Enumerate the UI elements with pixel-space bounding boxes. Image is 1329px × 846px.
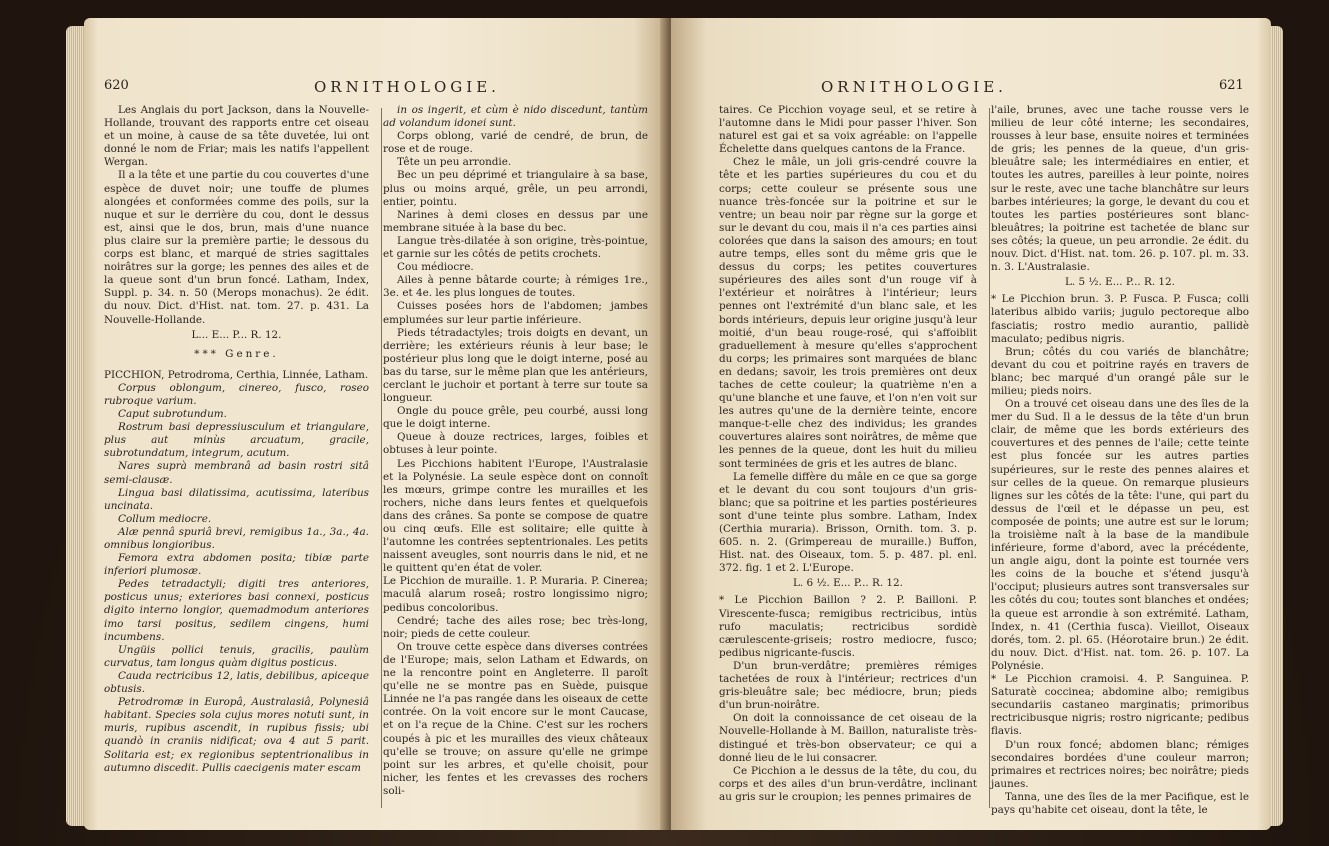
left-running-head: ORNITHOLOGIE. (314, 78, 500, 96)
paragraph: Corps oblong, varié de cendré, de brun, de rose et de rouge. (383, 130, 648, 156)
paragraph: PICCHION, Petrodroma, Certhia, Linnée, Latham. (104, 368, 369, 381)
paragraph: Rostrum basi depressiusculum et triangulare, plus aut minùs arcuatum, gracile, subrotundatum, integrum, acutum. (104, 421, 369, 460)
paragraph: Lingua basi dilatissima, acutissima, lateribus uncinata. (104, 486, 369, 512)
paragraph: Cou médiocre. (397, 261, 474, 274)
right-columns (719, 104, 1249, 817)
paragraph: Pedes tetradactyli; digiti tres anteriores, posticus unus; exteriores basi connexi, posticus digito interno longior, quemadmodum anteriores imo tarsi positus, sedilem cingens, humi incumbens. (104, 578, 369, 643)
paragraph: Cendré; tache des ailes rose; bec très-long, noir; pieds de cette couleur. (383, 614, 648, 640)
paragraph: Collum mediocre. (118, 512, 212, 525)
paragraph: Langue très-dilatée à son origine, très-pointue, et garnie sur les côtés de petits crochets. (383, 234, 648, 261)
right-column-2 (991, 104, 1249, 817)
paragraph: D'un brun-verdâtre; premières rémiges tachetées de roux à l'intérieur; rectrices d'un gris-bleuâtre sale; bec médiocre, brun; pieds d'un brun-noirâtre. (719, 659, 977, 712)
paragraph: in os ingerit, et cùm è nido discedunt, tantùm ad volandum idonei sunt. (383, 104, 648, 130)
paragraph: Ailes à penne bâtarde courte; à rémiges 1re., 3e. et 4e. les plus longues de toutes. (383, 274, 648, 300)
paragraph: Femora extra abdomen posita; tibiæ parte inferiori plumosæ. (104, 552, 369, 578)
paragraph: Pieds tétradactyles; trois doigts en devant, un derrière; les extérieurs réunis à leur base; le postérieur plus long que le doigt interne, posé au bas du tarse, sur le même plan que les antérieurs, cerclant le juchoir et portant à terre sur toute sa longueur. (383, 326, 648, 405)
left-page-edges (66, 26, 86, 826)
left-column-2 (383, 104, 648, 798)
paragraph: Caput subrotundum. (118, 408, 227, 421)
paragraph: Nares suprà membranâ ad basin rostri sitâ semi-clausæ. (104, 460, 369, 486)
paragraph: Ungüis pollici tenuis, gracilis, paulùm curvatus, tam longus quàm digitus posticus. (104, 643, 369, 669)
paragraph: Les Picchions habitent l'Europe, l'Australasie et la Polynésie. La seule espèce dont on connoît les mœurs, grimpe contre les murailles et les rochers, niche dans leurs fentes et quelquefois dans des crânes. Sa ponte se compose de quatre ou cinq œufs. Elle est solitaire; elle quitte à l'automne les contrées septentrionales. Les petits naissent aveugles, sont nourris dans le nid, et ne le quittent qu'en état de voler. (383, 457, 648, 575)
right-column-rule (989, 108, 990, 808)
paragraph: Le Picchion de muraille. 1. P. Muraria. P. Cinerea; maculâ alarum roseâ; rostro longissimo nigro; pedibus concoloribus. (383, 575, 648, 614)
paragraph: L. 5 ½. E... P... R. 12. (1065, 276, 1175, 289)
paragraph: L. 6 ½. E... P... R. 12. (793, 577, 903, 590)
paragraph: *** Genre. (194, 347, 279, 360)
left-column-1 (104, 104, 369, 798)
paragraph: Ce Picchion a le dessus de la tête, du cou, du corps et des ailes d'un brun-verdâtre, inclinant au gris sur le croupion; les pennes primaires de (719, 764, 977, 803)
paragraph: Petrodromæ in Europâ, Australasiâ, Polynesiâ habitant. Species sola cujus mores notuti sunt, in muris, rupibus ascendit, in rupibus fissis; ubi quandò in craniis nidificat; ova 4 aut 5 parit. Solitaria est; ex regionibus septentrionalibus in autumno discedit. Pullis caecigenis mater escam (104, 696, 369, 774)
paragraph: La femelle diffère du mâle en ce que sa gorge et le devant du cou sont toujours d'un gris-blanc; que sa poitrine et les parties postérieures sont d'une teinte plus sombre. Latham, Index (Certhia muraria). Brisson, Ornith. tom. 3. p. 605. n. 2. (Grimpereau de muraille.) Buffon, Hist. nat. des Oiseaux, tom. 5. p. 487. pl. enl. 372. fig. 1 et 2. L'Europe. (719, 470, 977, 575)
paragraph: Cuisses posées hors de l'abdomen; jambes emplumées sur leur partie inférieure. (383, 300, 648, 326)
paragraph: Corpus oblongum, cinereo, fusco, roseo rubroque varium. (104, 381, 369, 407)
paragraph: Ongle du pouce grêle, peu courbé, aussi long que le doigt interne. (383, 405, 648, 431)
left-page (84, 18, 669, 830)
paragraph: Il a la tête et une partie du cou couvertes d'une espèce de duvet noir; une touffe de plumes alongées et conformées comme des poils, sur la nuque et sur le derrière du cou, dont le dessus est, ainsi que le dos, brun, mais d'une nuance plus claire sur la première partie; le dessous du corps est blanc, et marqué de stries sagittales noirâtres sur la gorge; les pennes des ailes et de la queue sont d'un brun foncé. Latham, Index, Suppl. p. 34. n. 50 (Merops monachus). 2e édit. du nouv. Dict. d'Hist. nat. tom. 27. p. 431. La Nouvelle-Hollande. (104, 169, 369, 326)
left-column-rule (381, 108, 382, 808)
paragraph: l'aile, brunes, avec une tache rousse vers le milieu de leur côté interne; les secondaires, rousses à leur base, ensuite noires et terminées de gris; les pennes de la queue, d'un gris-bleuâtre sale; les intermédiaires en entier, et toutes les autres, pareilles à leur pointe, noires sur le reste, avec une tache blanchâtre sur leurs barbes intérieures; la gorge, le devant du cou et toutes les parties postérieures sont blanc-bleuâtres; la poitrine est tachetée de blanc sur ses côtés; la queue, un peu arrondie. 2e édit. du nouv. Dict. d'Hist. nat. tom. 26. p. 107. pl. m. 33. n. 3. L'Australasie. (991, 104, 1249, 274)
left-columns (104, 104, 649, 798)
right-page (671, 18, 1271, 830)
right-page-edges (1269, 26, 1283, 826)
paragraph: Bec un peu déprimé et triangulaire à sa base, plus ou moins arqué, grêle, un peu arrondi, entier, pointu. (383, 169, 648, 208)
paragraph: Alæ pennâ spuriâ brevi, remigibus 1a., 3a., 4a. omnibus longioribus. (104, 525, 369, 551)
paragraph: * Le Picchion cramoisi. 4. P. Sanguinea. P. Saturatè coccinea; abdomine albo; remigibus secundariis castaneo marginatis; primoribus rectricibusque nigris; rostro nigricante; pedibus flavis. (991, 673, 1249, 738)
paragraph: Queue à douze rectrices, larges, foibles et obtuses à leur pointe. (383, 431, 648, 457)
paragraph: D'un roux foncé; abdomen blanc; rémiges secondaires bordées d'une couleur marron; primaires et rectrices noires; bec noirâtre; pieds jaunes. (991, 738, 1249, 790)
paragraph: On trouve cette espèce dans diverses contrées de l'Europe; mais, selon Latham et Edwards, on ne la rencontre point en Angleterre. Il paroît qu'elle ne se montre pas en Suède, puisque Linnée ne l'a pas rangée dans les oiseaux de cette contrée. On la voit encore sur le mont Caucase, et on l'a reçue de la Chine. C'est sur les rochers coupés à pic et les murailles des vieux châteaux qu'elle se trouve; on assure qu'elle ne grimpe point sur les arbres, et qu'elle choisit, pour nicher, les fentes et les crevasses des rochers soli- (383, 640, 648, 797)
right-running-head: ORNITHOLOGIE. (821, 78, 1007, 96)
paragraph: Chez le mâle, un joli gris-cendré couvre la tête et les parties supérieures du cou et du corps; cette couleur se présente sous une nuance très-foncée sur la poitrine et sur le ventre; un beau noir par règne sur la gorge et sur le devant du cou, mais il n'a ces parties ainsi colorées que dans la saison des amours; en tout autre temps, elles sont du même gris que le dessus du corps; les petites couvertures supérieures des ailes sont d'un rouge vif à l'extérieur et noirâtres à l'intérieur; leurs pennes ont l'extrémité d'un blanc sale, et les bords intérieurs, depuis leur origine jusqu'à leur moitié, d'un beau rouge-rosé, qui s'affoiblit graduellement à mesure qu'elles s'approchent du corps; les primaires sont marquées de blanc en dedans; savoir, les trois premières ont deux taches de cette couleur; la quatrième n'en a qu'une blanche et une fauve, et l'on n'en voit sur les autres qu'une de la dernière teinte, encore manque-t-elle chez des individus; les grandes couvertures alaires sont noirâtres, de même que les pennes de la queue, dont les huit du milieu sont terminées de gris et les autres de blanc. (719, 156, 977, 470)
paragraph: * Le Picchion brun. 3. P. Fusca. P. Fusca; colli lateribus albido variis; jugulo pectoreque albo fasciatis; rostro medio aurantio, pallidè maculato; pedibus nigris. (991, 293, 1249, 345)
paragraph: On doit la connoissance de cet oiseau de la Nouvelle-Hollande à M. Baillon, naturaliste très-distingué et très-bon observateur; ce qui a donné lieu de le lui consacrer. (719, 712, 977, 764)
paragraph: * Le Picchion Baillon ? 2. P. Bailloni. P. Virescente-fusca; remigibus rectricibus, intùs rufo maculatis; rectricibus sordidè cærulescente-griseis; rostro mediocre, fusco; pedibus nigricante-fuscis. (719, 594, 977, 659)
left-page-number: 620 (104, 78, 129, 93)
paragraph: On a trouvé cet oiseau dans une des îles de la mer du Sud. Il a le dessus de la tête d'un brun clair, de même que les bords extérieurs des couvertures et des pennes de l'aile; cette teinte est plus foncée sur les autres parties supérieures, sur le reste des pennes alaires et sur celles de la queue. On remarque plusieurs lignes sur les côtés de la tête: l'une, qui part du dessus de l'œil et le dépasse un peu, est composée de points; une autre est sur le lorum; la troisième naît à la base de la mandibule inférieure, forme d'abord, avec la précédente, un angle aigu, dont la pointe est tournée vers les coins de la bouche et s'étend jusqu'à l'occiput; plusieurs autres sont transversales sur les côtés du cou; toutes sont blanches et ondées; la queue est arrondie à son extrémité. Latham, Index, n. 41 (Certhia fusca). Vieillot, Oiseaux dorés, tom. 2. pl. 65. (Héorotaire brun.) 2e édit. du nouv. Dict. d'Hist. nat. tom. 26. p. 107. La Polynésie. (991, 398, 1249, 672)
paragraph: Tête un peu arrondie. (397, 156, 512, 169)
paragraph: Les Anglais du port Jackson, dans la Nouvelle-Hollande, trouvant des rapports entre cet oiseau et un moine, à cause de sa tête duvetée, lui ont donné le nom de Friar; mais les natifs l'appellent Wergan. (104, 104, 369, 169)
paragraph: Cauda rectricibus 12, latis, debilibus, apiceque obtusis. (104, 669, 369, 696)
right-column-1 (719, 104, 977, 817)
paragraph: taires. Ce Picchion voyage seul, et se retire à l'automne dans le Midi pour passer l'hiver. Son naturel est gai et sa voix agréable: on l'appelle Échelette dans quelques cantons de la France. (719, 104, 977, 156)
paragraph: L... E... P... R. 12. (191, 328, 282, 341)
paragraph: Narines à demi closes en dessus par une membrane située à la base du bec. (383, 208, 648, 234)
paragraph: Tanna, une des îles de la mer Pacifique, est le pays qu'habite cet oiseau, dont la tête, le (991, 790, 1249, 816)
right-page-number: 621 (1219, 78, 1244, 93)
paragraph: Brun; côtés du cou variés de blanchâtre; devant du cou et poitrine rayés en travers de blanc; bec marqué d'un orangé pâle sur le milieu; pieds noirs. (991, 345, 1249, 397)
